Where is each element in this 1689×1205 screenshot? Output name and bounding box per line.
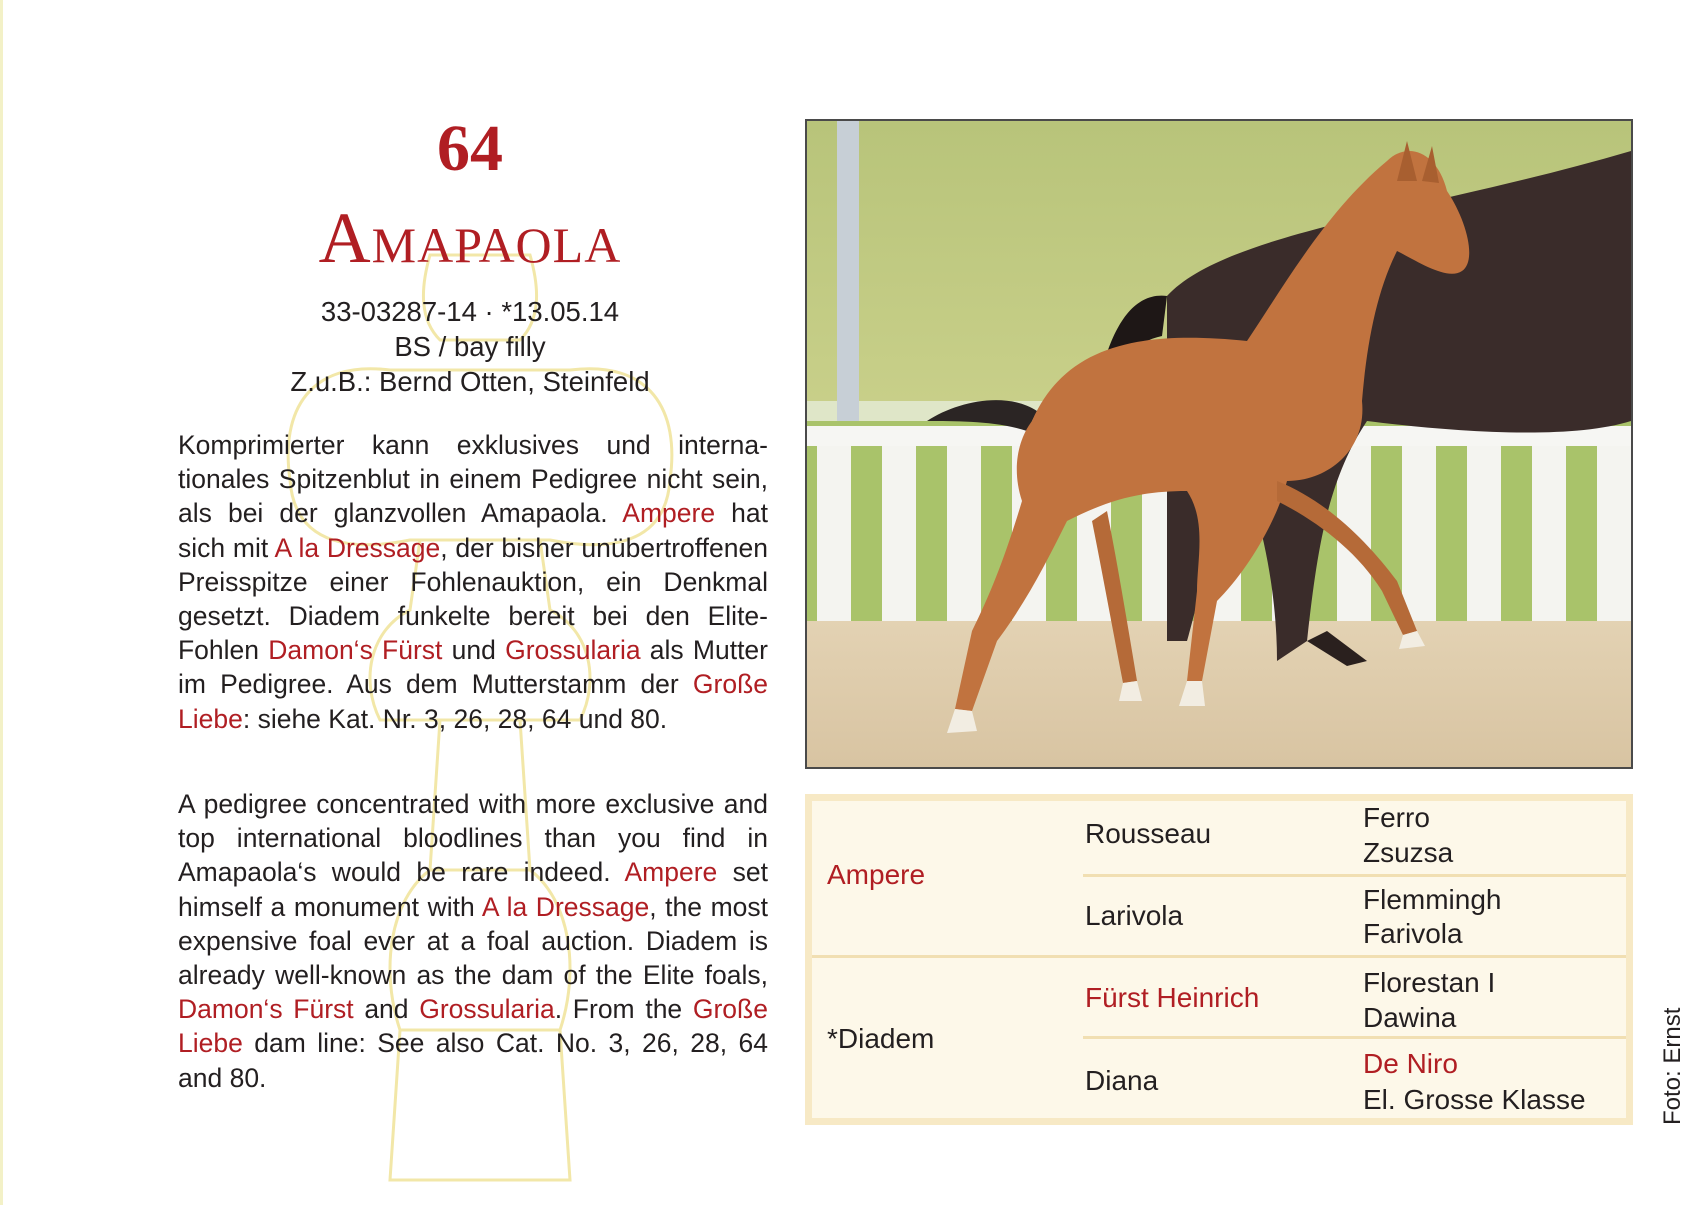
description-text: . From the — [554, 994, 693, 1025]
highlighted-name: Grossularia — [505, 635, 641, 666]
pedigree-grandsire-maternal: Fürst Heinrich — [1085, 982, 1260, 1013]
pedigree-sire: Ampere — [827, 859, 926, 890]
description-text: and — [353, 994, 420, 1025]
page-edge-strip — [0, 0, 3, 1205]
pedigree-great-grandparent: Florestan I — [1363, 967, 1496, 998]
color-and-sex: BS / bay filly — [394, 331, 546, 362]
description-text: und — [442, 635, 506, 666]
pedigree-great-grandparent: Ferro — [1363, 802, 1430, 833]
description-text: , the most expensive foal ever at a foal auction. Diadem is already well-known as the dam of the Elite foals, — [178, 891, 768, 991]
highlighted-name: A la Dressage — [274, 532, 441, 563]
highlighted-name: A la Dressage — [481, 891, 650, 922]
pedigree-divider — [1083, 874, 1626, 877]
pedigree-great-grandparent: Dawina — [1363, 1002, 1457, 1033]
description-text: : siehe Kat. Nr. 3, 26, 28, 64 und 80. — [242, 703, 668, 734]
highlighted-name: Große Liebe — [178, 669, 768, 734]
description-text: set himself a monument with — [178, 857, 768, 922]
lot-details — [170, 294, 770, 399]
pedigree-great-grandparent: Farivola — [1363, 918, 1463, 949]
breeder: Z.u.B.: Bernd Otten, Steinfeld — [290, 366, 650, 397]
registration-and-birthdate: 33-03287-14 · *13.05.14 — [320, 296, 620, 327]
description-text: als Mutter im Pedigree. Aus dem Mutterstamm der — [178, 635, 768, 700]
highlighted-name: Grossularia — [419, 994, 555, 1025]
highlighted-name: Ampere — [624, 857, 718, 888]
photo-credit: Foto: Ernst — [1659, 1007, 1686, 1125]
pedigree-table — [805, 794, 1633, 1125]
description-german — [178, 428, 768, 736]
pedigree-great-grandparent: De Niro — [1363, 1048, 1458, 1079]
foal-photo — [805, 119, 1633, 769]
description-english — [178, 787, 768, 1095]
description-text: , der bisher unübertroffenen Preisspitze einer Fohlenauktion, ein Denkmal gesetzt. Diadem funkelte bereit bei den Elite-Fohlen — [178, 532, 768, 666]
pedigree-granddam-paternal: Larivola — [1085, 900, 1184, 931]
description-text: dam line: See also Cat. No. 3, 26, 28, 64 and 80. — [178, 1028, 768, 1093]
pedigree-great-grandparent: El. Grosse Klasse — [1363, 1084, 1586, 1115]
description-text: A pedigree concentrated with more exclusive and top international bloodlines than you find in Amapaola‘s would be rare indeed. — [178, 789, 768, 888]
pedigree-great-grandparent: Flemmingh — [1363, 884, 1502, 915]
pedigree-granddam-maternal: Diana — [1085, 1065, 1159, 1096]
horse-name: Amapaola — [318, 198, 622, 278]
pedigree-divider — [1083, 1036, 1626, 1039]
description-text: Komprimierter kann exklusives und internationales Spitzenblut in einem Pedigree nicht sein, als bei der glanzvollen Amapaola. — [178, 430, 768, 529]
pedigree-great-grandparent: Zsuzsa — [1363, 837, 1454, 868]
highlighted-name: Damon‘s Fürst — [178, 994, 354, 1025]
highlighted-name: Damon‘s Fürst — [268, 635, 443, 666]
pedigree-divider — [812, 955, 1626, 958]
pedigree-grandsire-paternal: Rousseau — [1085, 818, 1212, 849]
foal-photo-illustration — [807, 121, 1631, 767]
description-text: hat sich mit — [178, 498, 768, 563]
pedigree-panel — [812, 801, 1626, 1118]
highlighted-name: Ampere — [622, 498, 716, 529]
pedigree-dam: *Diadem — [827, 1023, 935, 1054]
highlighted-name: Große Liebe — [178, 994, 768, 1059]
lot-number: 64 — [437, 112, 503, 185]
